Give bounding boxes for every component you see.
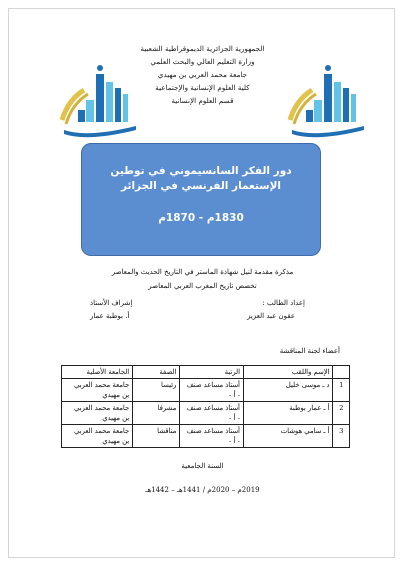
table-row [62,379,350,402]
header-line-republic: الجمهورية الجزائرية الديموقراطية الشعبية [140,44,265,53]
row-rank: أستاذ مساعد صنف - أ - [180,425,244,448]
row-role: مناقشا [133,425,180,448]
row-rank: أستاذ مساعد صنف - أ - [180,379,244,402]
student-label: إعداد الطالب : [262,299,305,307]
thesis-period: 1830م - 1870م [158,212,244,224]
row-name: د ـ موسى خليل [243,379,333,402]
supervisor-label: إشراف الأستاذ [90,299,133,307]
university-logo-icon [58,60,142,144]
student-name: عقون عبد العزيز [246,312,295,320]
header-line-ministry: وزارة التعليم العالي والبحث العلمي [150,57,255,66]
header-university: الجامعة الأصلية [62,366,133,379]
academic-year-value: 2019م – 2020م / 1441هـ – 1442هـ [145,486,260,494]
row-num: 2 [333,402,350,425]
row-university: جامعة محمد العربي بن مهيدي [62,379,133,402]
memo-line-specialty: تخصص تاريخ المغرب العربي المعاصر [148,282,257,290]
academic-year-label: السنة الجامعية [181,462,224,470]
university-logo-icon [286,60,370,144]
table-header-row [62,366,350,379]
row-num: 1 [333,379,350,402]
row-name: أ ـ عمار بوطبة [243,402,333,425]
header-line-faculty: كلية العلوم الإنسانية والإجتماعية [155,83,250,92]
row-name: أ ـ سامي هوشات [243,425,333,448]
row-num: 3 [333,425,350,448]
table-row [62,402,350,425]
header-rank: الرتبة [180,366,244,379]
header-role: الصفة [133,366,180,379]
institution-header [120,42,285,107]
committee-table [61,365,350,448]
table-row [62,425,350,448]
row-role: رئيسا [133,379,180,402]
row-university: جامعة محمد العربي بن مهيدي [62,402,133,425]
row-university: جامعة محمد العربي بن مهيدي [62,425,133,448]
header-num [333,366,350,379]
thesis-title: دور الفكر السانسيموني في توطين الإستعمار الفرنسي في الجزائر [110,165,292,192]
thesis-title-box [81,143,321,256]
header-name: الإسم واللقب [243,366,333,379]
row-rank: أستاذ مساعد صنف - أ - [180,402,244,425]
supervisor-name: أ. بوطبة عمار [90,312,130,320]
row-role: مشرفا [133,402,180,425]
header-line-department: قسم العلوم الإنسانية [171,96,234,105]
header-line-university: جامعة محمد العربي بن مهيدي [157,70,248,79]
committee-title: أعضاء لجنة المناقشة [279,347,340,355]
memo-line-degree: مذكرة مقدمة لنيل شهادة الماستر في التاريخ الحديث والمعاصر [111,268,294,276]
